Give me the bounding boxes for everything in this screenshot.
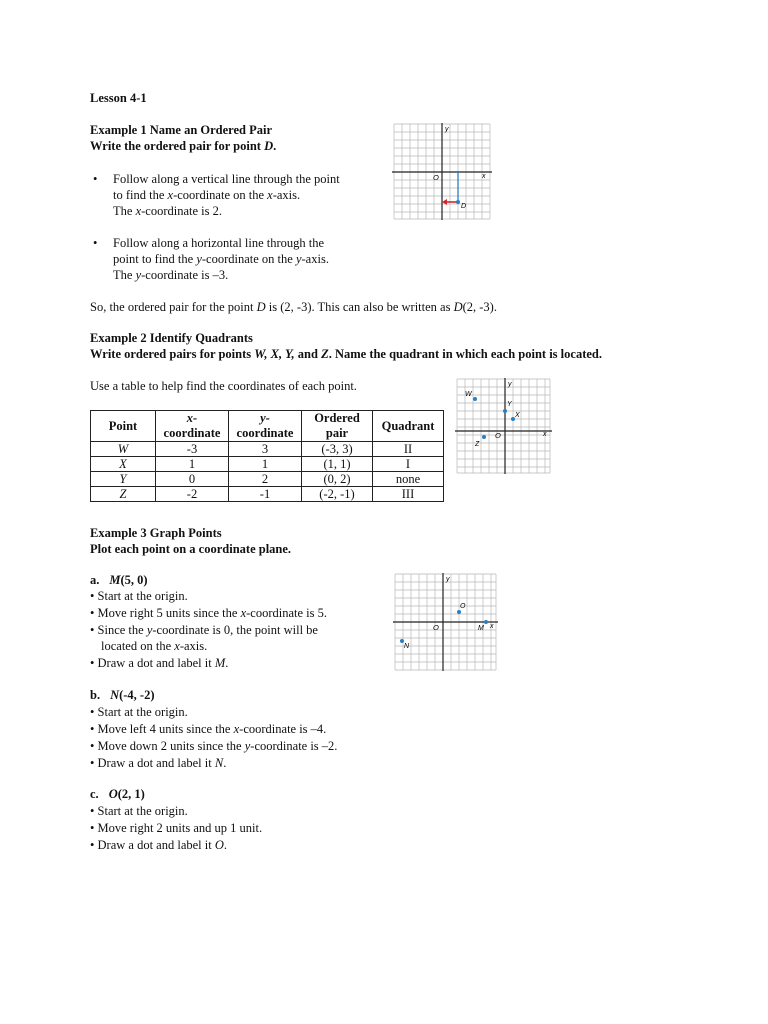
part-b-heading <box>90 687 155 703</box>
t: (2, -3). <box>462 300 497 314</box>
v: N <box>110 688 120 702</box>
point-n-label: N <box>404 643 410 650</box>
cell: W <box>91 442 156 457</box>
t: Move left 4 units since the <box>97 722 234 736</box>
x-axis-label: x <box>490 623 494 630</box>
t: -coordinate is –2. <box>250 739 338 753</box>
cell: (-2, -1) <box>302 487 373 502</box>
v: x <box>240 606 247 620</box>
h: x- <box>186 411 198 425</box>
table-row <box>91 457 444 472</box>
cell: none <box>373 472 444 487</box>
v: y <box>244 739 251 753</box>
point-z-label: Z <box>475 441 480 448</box>
v: Z <box>321 347 329 361</box>
v: y <box>295 252 302 266</box>
point-y-label: Y <box>507 401 512 408</box>
t: Move down 2 units since the <box>97 739 245 753</box>
t: . <box>223 838 227 852</box>
t: located on the <box>101 639 175 653</box>
t: Write ordered pairs for points <box>90 347 255 361</box>
bullet-icon: • <box>90 623 98 637</box>
t: Since the <box>97 623 147 637</box>
cell: 0 <box>156 472 229 487</box>
part-c-step-3 <box>90 837 227 853</box>
bullet-icon: • <box>90 589 98 603</box>
t: Start at the origin. <box>97 589 188 603</box>
point-x-label: X <box>515 412 520 419</box>
example-1-task-var: D <box>264 139 274 153</box>
bullet-icon: • <box>90 756 98 770</box>
h: coordinate <box>163 426 221 440</box>
example-1-task-end: . <box>273 139 277 153</box>
cell: II <box>373 442 444 457</box>
v: x <box>174 639 180 653</box>
point-d <box>456 200 460 204</box>
t: . <box>223 756 227 770</box>
h: pair <box>325 426 349 440</box>
t: is (2, -3). This can also be written as <box>265 300 454 314</box>
coordinate-grid-example-2 <box>455 378 552 474</box>
v: y <box>196 252 202 266</box>
origin-label: O <box>433 173 439 182</box>
t: a. <box>90 573 100 587</box>
t: Draw a dot and label it <box>97 756 215 770</box>
cell: 1 <box>229 457 302 472</box>
part-b-step-4 <box>90 755 226 771</box>
t: (2, 1) <box>117 787 145 801</box>
example-2-title: Example 2 Identify Quadrants <box>90 331 253 345</box>
v: O <box>214 838 224 852</box>
bullet-icon: • <box>90 656 98 670</box>
t: -coordinate on the <box>173 188 268 202</box>
part-c-heading <box>90 786 145 802</box>
v: M <box>214 656 226 670</box>
v: M <box>109 573 121 587</box>
point-w <box>473 397 477 401</box>
t: and <box>294 347 322 361</box>
v: y <box>135 268 142 282</box>
part-c-step-1 <box>90 803 188 819</box>
example-2-task <box>90 346 602 362</box>
example-2-intro: Use a table to help find the coordinates of each point. <box>90 379 357 393</box>
example-3-task: Plot each point on a coordinate plane. <box>90 542 292 556</box>
ex1-b1-line2 <box>113 187 300 203</box>
cell: Y <box>91 472 156 487</box>
cell: -2 <box>156 487 229 502</box>
point-o <box>457 610 461 614</box>
cell: 2 <box>229 472 302 487</box>
coordinate-grid-example-3 <box>393 573 498 671</box>
cell: (-3, 3) <box>302 442 373 457</box>
point-d-label: D <box>461 203 467 210</box>
origin-label: O <box>433 623 439 632</box>
v: D <box>453 300 463 314</box>
ex1-b2-line3 <box>113 267 228 283</box>
part-b-step-3 <box>90 738 337 754</box>
cell: III <box>373 487 444 502</box>
part-a-step-3 <box>90 622 318 638</box>
part-a-heading <box>90 572 148 588</box>
t: Move right 5 units since the <box>97 606 241 620</box>
point-m-label: M <box>478 625 484 632</box>
example-1-title: Example 1 Name an Ordered Pair <box>90 123 273 137</box>
t: Draw a dot and label it <box>97 838 215 852</box>
x-axis-label: x <box>482 173 486 180</box>
h: Ordered <box>314 411 360 425</box>
t: b. <box>90 688 101 702</box>
bullet-icon: • <box>93 172 98 186</box>
t: -axis. <box>301 252 329 266</box>
cell: I <box>373 457 444 472</box>
cell: -3 <box>156 442 229 457</box>
v: N <box>214 756 224 770</box>
header-x-coordinate <box>156 411 229 442</box>
t: -coordinate is 5. <box>246 606 328 620</box>
bullet-icon: • <box>90 705 98 719</box>
v: y <box>146 623 153 637</box>
part-b-step-2 <box>90 721 326 737</box>
v: x <box>167 188 174 202</box>
cell: -1 <box>229 487 302 502</box>
part-a-step-3-cont <box>101 638 207 654</box>
t: The <box>113 268 136 282</box>
y-axis-label: y <box>446 576 450 583</box>
part-a-step-1 <box>90 588 188 604</box>
header-quadrant: Quadrant <box>373 411 444 442</box>
cell: 1 <box>156 457 229 472</box>
point-y <box>503 409 507 413</box>
t: -coordinate is 2. <box>141 204 223 218</box>
bullet-icon: • <box>90 606 98 620</box>
example-1-task <box>90 138 276 154</box>
ex1-b2-line1: Follow along a horizontal line through the <box>113 236 325 250</box>
ex1-conclusion <box>90 299 497 315</box>
cell: Z <box>91 487 156 502</box>
t: c. <box>90 787 99 801</box>
v: D <box>256 300 266 314</box>
cell: (0, 2) <box>302 472 373 487</box>
bullet-icon: • <box>90 838 98 852</box>
v: O <box>108 787 118 801</box>
h: coordinate <box>236 426 294 440</box>
t: Move right 2 units and up 1 unit. <box>97 821 263 835</box>
t: to find the <box>113 188 168 202</box>
t: -axis. <box>179 639 208 653</box>
t: . <box>225 656 229 670</box>
h: y- <box>260 411 270 425</box>
origin-label: O <box>495 431 501 440</box>
t: So, the ordered pair for the point <box>90 300 257 314</box>
t: point to find the <box>113 252 197 266</box>
quadrant-table <box>90 410 444 502</box>
bullet-icon: • <box>90 804 98 818</box>
x-axis-label: x <box>543 431 547 438</box>
table-row <box>91 487 444 502</box>
coordinate-grid-example-1 <box>392 123 492 220</box>
bullet-icon: • <box>90 739 98 753</box>
ex1-b1-line1: Follow along a vertical line through the point <box>113 172 340 186</box>
v: W, X, Y, <box>254 347 295 361</box>
part-b-step-1 <box>90 704 188 720</box>
bullet-icon: • <box>90 722 98 736</box>
ex1-b1-line3 <box>113 203 222 219</box>
t: (5, 0) <box>120 573 148 587</box>
y-axis-label: y <box>508 381 512 388</box>
point-w-label: W <box>465 391 472 398</box>
header-ordered-pair <box>302 411 373 442</box>
cell: X <box>91 457 156 472</box>
ex1-b2-line2 <box>113 251 329 267</box>
t: Start at the origin. <box>97 705 188 719</box>
part-a-step-2 <box>90 605 327 621</box>
v: x <box>267 188 273 202</box>
t: The <box>113 204 136 218</box>
t: -coordinate is 0, the point will be <box>152 623 318 637</box>
t: -coordinate is –3. <box>141 268 229 282</box>
t: -axis. <box>272 188 301 202</box>
cell: (1, 1) <box>302 457 373 472</box>
point-m <box>484 620 488 624</box>
bullet-icon: • <box>93 236 98 250</box>
point-o-label: O <box>460 603 466 610</box>
point-z <box>482 435 486 439</box>
header-y-coordinate <box>229 411 302 442</box>
t: Start at the origin. <box>97 804 188 818</box>
part-c-step-2 <box>90 820 262 836</box>
t: -coordinate on the <box>201 252 296 266</box>
example-3-title: Example 3 Graph Points <box>90 526 222 540</box>
cell: 3 <box>229 442 302 457</box>
t: . Name the quadrant in which each point is located. <box>328 347 602 361</box>
table-row <box>91 442 444 457</box>
t: -coordinate is –4. <box>239 722 327 736</box>
bullet-icon: • <box>90 821 98 835</box>
header-point: Point <box>91 411 156 442</box>
lesson-title: Lesson 4-1 <box>90 91 147 105</box>
y-axis-label: y <box>445 126 449 133</box>
part-a-step-4 <box>90 655 228 671</box>
v: x <box>233 722 240 736</box>
example-1-task-text: Write the ordered pair for point <box>90 139 265 153</box>
t: Draw a dot and label it <box>97 656 215 670</box>
t: (-4, -2) <box>119 688 155 702</box>
table-row <box>91 472 444 487</box>
table-header-row <box>91 411 444 442</box>
v: x <box>135 204 142 218</box>
